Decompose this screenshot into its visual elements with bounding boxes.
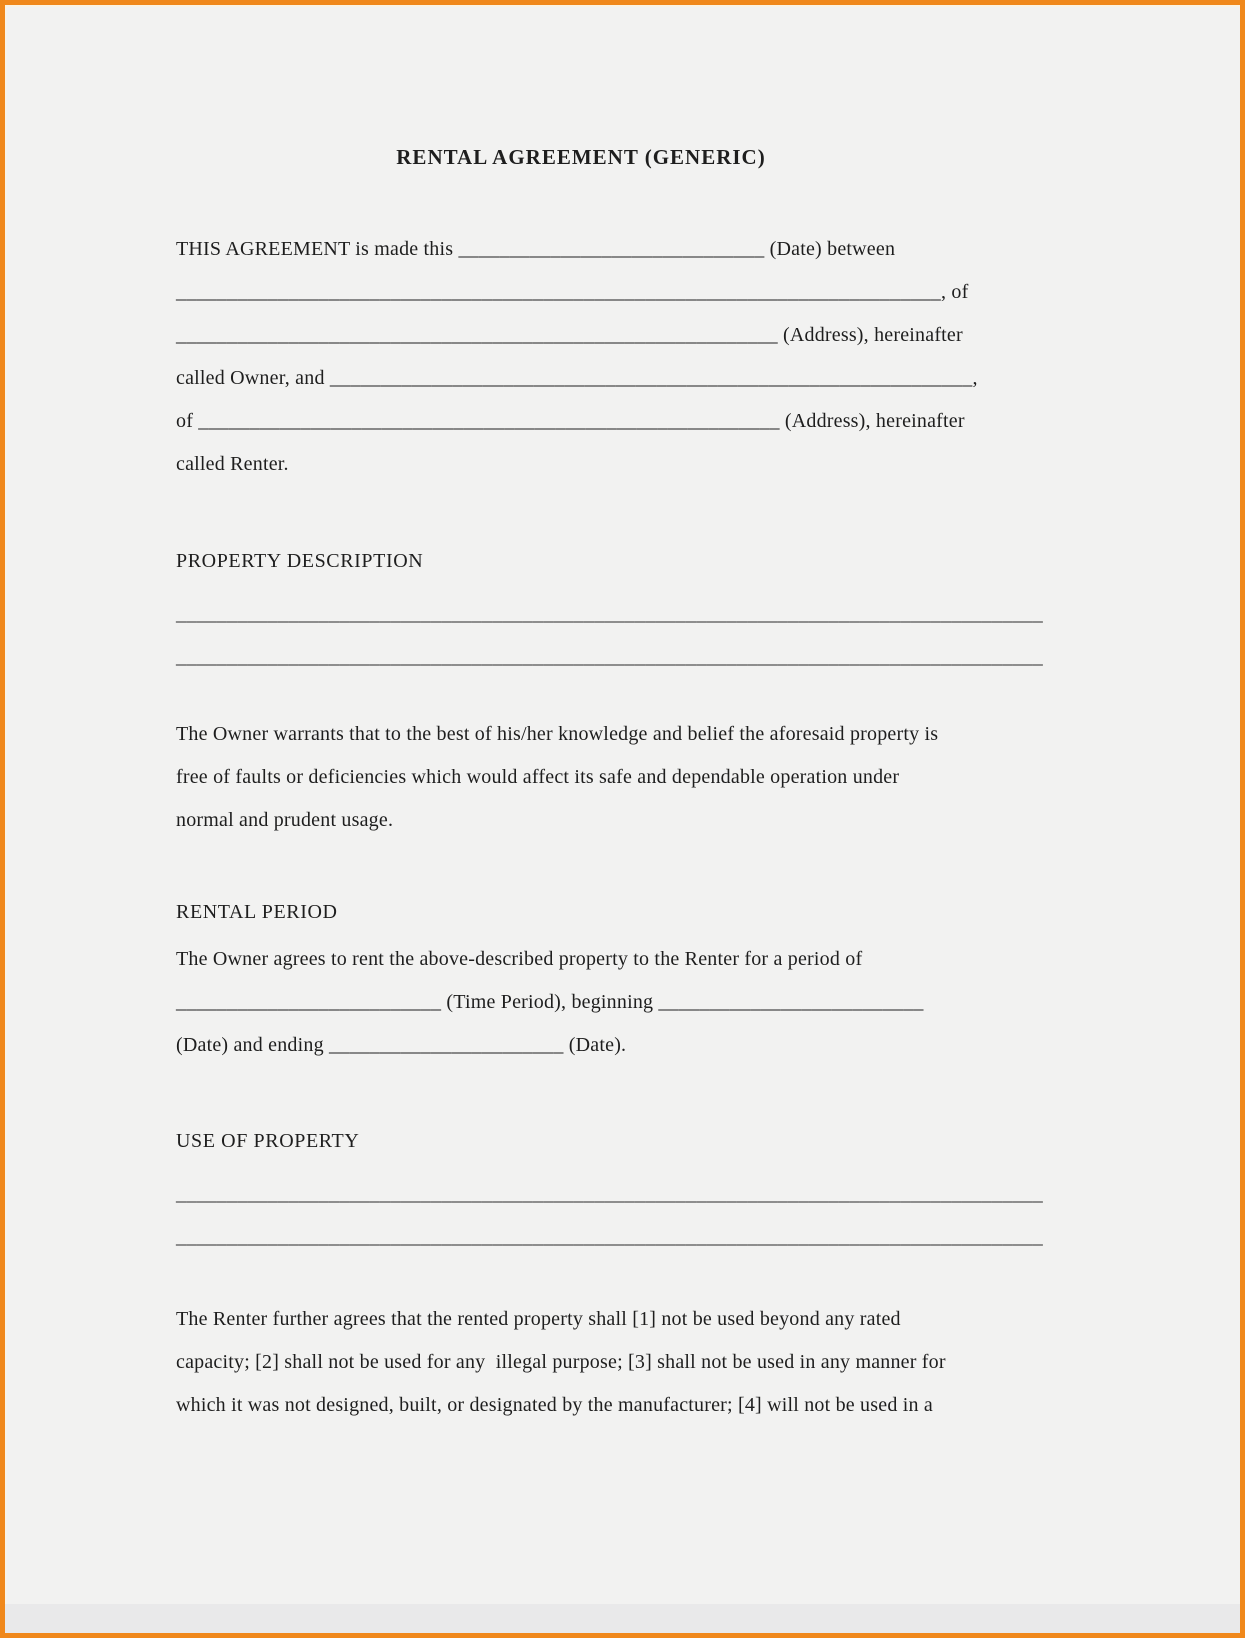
intro-paragraph (176, 228, 1036, 486)
intro-line: THIS AGREEMENT is made this ______________________________ (Date) between (176, 238, 896, 260)
use-of-property-blanks (176, 1173, 1043, 1259)
document-content (176, 5, 1043, 1427)
property-description-blanks (176, 593, 1043, 679)
intro-line-renter-address: of _________________________________________________________ (Address), hereinafter (176, 410, 965, 432)
renter-agreement-paragraph (176, 1298, 1036, 1427)
section-heading-use-of-property: USE OF PROPERTY (176, 1130, 360, 1152)
intro-line-blank-party-owner: ___________________________________________________________________________, of (176, 281, 969, 303)
paragraph-line: normal and prudent usage. (176, 809, 394, 831)
blank-line: _____________________________________________________________________________________ (176, 646, 1043, 668)
section-heading-property-description: PROPERTY DESCRIPTION (176, 550, 424, 572)
section-heading-rental-period: RENTAL PERIOD (176, 901, 338, 923)
blank-line: _____________________________________________________________________________________ (176, 603, 1043, 625)
intro-line-called-renter: called Renter. (176, 453, 289, 475)
blank-line: _____________________________________________________________________________________ (176, 1183, 1043, 1205)
rental-period-blank-line: __________________________ (Time Period), beginning __________________________ (176, 991, 924, 1013)
intro-line-owner-address: ___________________________________________________________ (Address), hereinafter (176, 324, 963, 346)
paragraph-line: which it was not designed, built, or designated by the manufacturer; [4] will not be used in a (176, 1394, 933, 1416)
page-bottom-shade (5, 1604, 1240, 1633)
rental-period-dates-line: (Date) and ending _______________________ (Date). (176, 1034, 627, 1056)
document-title: RENTAL AGREEMENT (GENERIC) (396, 145, 766, 169)
paragraph-line: capacity; [2] shall not be used for any illegal purpose; [3] shall not be used in any manner for (176, 1351, 946, 1373)
blank-line: _____________________________________________________________________________________ (176, 1226, 1043, 1248)
paragraph-line: free of faults or deficiencies which would affect its safe and dependable operation under (176, 766, 900, 788)
intro-line-renter-name: called Owner, and _______________________________________________________________, (176, 367, 978, 389)
paragraph-line: The Owner agrees to rent the above-described property to the Renter for a period of (176, 948, 863, 970)
paragraph-line: The Renter further agrees that the rented property shall [1] not be used beyond any rated (176, 1308, 901, 1330)
rental-period-paragraph (176, 938, 1036, 1067)
warranty-paragraph (176, 713, 1036, 842)
paragraph-line: The Owner warrants that to the best of his/her knowledge and belief the aforesaid property is (176, 723, 939, 745)
